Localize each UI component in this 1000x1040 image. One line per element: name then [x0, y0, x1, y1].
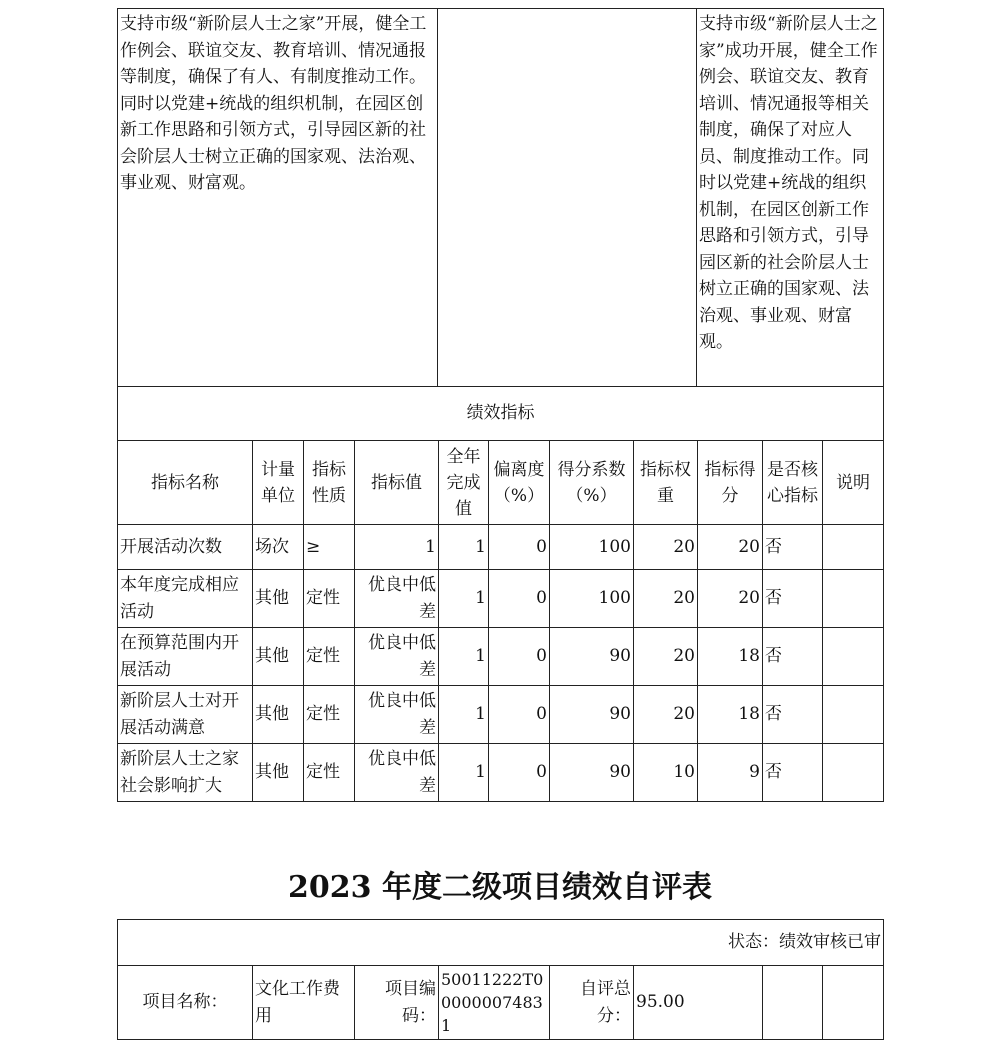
indicator-weight: 10	[634, 744, 698, 802]
performance-goal-table	[117, 8, 884, 387]
header-core: 是否核心指标	[763, 441, 823, 525]
indicator-score: 20	[698, 525, 763, 570]
indicator-score: 9	[698, 744, 763, 802]
indicator-nature: 定性	[304, 686, 355, 744]
indicator-name: 新阶层人士之家社会影响扩大	[118, 744, 253, 802]
indicator-unit: 其他	[253, 570, 304, 628]
indicator-weight: 20	[634, 628, 698, 686]
indicator-weight: 20	[634, 525, 698, 570]
empty-cell	[823, 966, 884, 1040]
self-score-label: 自评总分：	[550, 966, 634, 1040]
table-row	[118, 744, 884, 802]
indicator-core: 否	[763, 570, 823, 628]
indicator-coef: 90	[550, 686, 634, 744]
header-nature: 指标性质	[304, 441, 355, 525]
table-row	[118, 686, 884, 744]
indicator-deviation: 0	[489, 628, 550, 686]
header-actual: 全年完成值	[439, 441, 489, 525]
table-row	[118, 628, 884, 686]
indicator-weight: 20	[634, 686, 698, 744]
indicator-coef: 100	[550, 570, 634, 628]
indicator-actual: 1	[439, 525, 489, 570]
header-name: 指标名称	[118, 441, 253, 525]
header-unit: 计量单位	[253, 441, 304, 525]
indicator-core: 否	[763, 686, 823, 744]
indicator-name: 本年度完成相应活动	[118, 570, 253, 628]
indicator-coef: 90	[550, 628, 634, 686]
indicator-note	[823, 525, 884, 570]
indicator-deviation: 0	[489, 525, 550, 570]
indicator-note	[823, 628, 884, 686]
indicator-deviation: 0	[489, 570, 550, 628]
project-name-label: 项目名称：	[118, 966, 253, 1040]
indicator-weight: 20	[634, 570, 698, 628]
indicator-score: 20	[698, 570, 763, 628]
empty-cell	[763, 966, 823, 1040]
indicators-table	[117, 386, 884, 802]
indicator-deviation: 0	[489, 744, 550, 802]
indicator-target: 优良中低差	[355, 570, 439, 628]
indicator-coef: 100	[550, 525, 634, 570]
indicator-target: 优良中低差	[355, 628, 439, 686]
indicator-note	[823, 744, 884, 802]
indicator-target: 优良中低差	[355, 744, 439, 802]
indicator-actual: 1	[439, 570, 489, 628]
table-row	[118, 570, 884, 628]
indicator-core: 否	[763, 744, 823, 802]
indicator-name: 在预算范围内开展活动	[118, 628, 253, 686]
indicator-score: 18	[698, 686, 763, 744]
indicator-score: 18	[698, 628, 763, 686]
indicator-nature: ≥	[304, 525, 355, 570]
indicator-core: 否	[763, 525, 823, 570]
indicator-unit: 其他	[253, 744, 304, 802]
goal-description-cell: 支持市级“新阶层人士之家”开展，健全工作例会、联谊交友、教育培训、情况通报等制度，确保了有人、有制度推动工作。同时以党建+统战的组织机制，在园区创新工作思路和引领方式，引导园区新的社会阶层人士树立正确的国家观、法治观、事业观、财富观。	[118, 9, 438, 387]
indicator-coef: 90	[550, 744, 634, 802]
indicator-target: 1	[355, 525, 439, 570]
header-coef: 得分系数（%）	[550, 441, 634, 525]
project-code-value: 50011222T000000074831	[439, 966, 550, 1040]
indicator-unit: 其他	[253, 628, 304, 686]
indicator-name: 开展活动次数	[118, 525, 253, 570]
indicator-unit: 场次	[253, 525, 304, 570]
indicator-target: 优良中低差	[355, 686, 439, 744]
indicator-unit: 其他	[253, 686, 304, 744]
indicator-nature: 定性	[304, 570, 355, 628]
indicator-actual: 1	[439, 628, 489, 686]
table-row	[118, 525, 884, 570]
indicator-core: 否	[763, 628, 823, 686]
indicator-deviation: 0	[489, 686, 550, 744]
header-score: 指标得分	[698, 441, 763, 525]
page-title: 2023 年度二级项目绩效自评表	[288, 870, 712, 905]
indicators-section-title: 绩效指标	[118, 387, 884, 441]
header-weight: 指标权重	[634, 441, 698, 525]
status-badge: 状态：绩效审核已审	[118, 920, 884, 966]
project-code-label: 项目编码：	[355, 966, 439, 1040]
indicator-note	[823, 686, 884, 744]
empty-cell	[438, 9, 697, 387]
self-score-value: 95.00	[634, 966, 763, 1040]
project-name-value: 文化工作费用	[253, 966, 355, 1040]
indicator-nature: 定性	[304, 628, 355, 686]
indicator-actual: 1	[439, 686, 489, 744]
indicator-note	[823, 570, 884, 628]
header-note: 说明	[823, 441, 884, 525]
header-deviation: 偏离度（%）	[489, 441, 550, 525]
indicator-name: 新阶层人士对开展活动满意	[118, 686, 253, 744]
indicator-actual: 1	[439, 744, 489, 802]
project-info-table	[117, 919, 884, 1040]
header-target: 指标值	[355, 441, 439, 525]
goal-completion-cell: 支持市级“新阶层人士之家”成功开展，健全工作例会、联谊交友、教育培训、情况通报等相关制度，确保了对应人员、制度推动工作。同时以党建+统战的组织机制，在园区创新工作思路和引领方式，引导园区新的社会阶层人士树立正确的国家观、法治观、事业观、财富观。	[697, 9, 884, 387]
indicator-nature: 定性	[304, 744, 355, 802]
